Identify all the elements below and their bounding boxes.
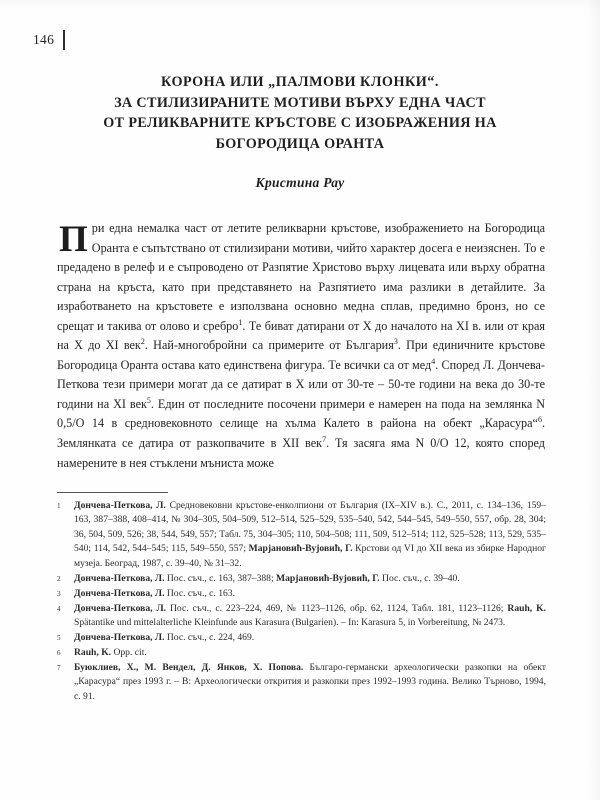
- footnote-number: 5: [57, 634, 61, 643]
- footnote-number: 6: [57, 649, 61, 658]
- footnote-item: [57, 602, 546, 631]
- page-number: 146: [33, 32, 55, 47]
- folio: [33, 30, 65, 50]
- author-byline: Кристина Рау: [255, 175, 345, 190]
- body-text: [57, 219, 545, 473]
- footnote-text: Rauh, K. Opp. cit.: [74, 647, 147, 659]
- footnote-separator-rule: [57, 492, 168, 493]
- title-line-1: КОРОНА ИЛИ „ПАЛМОВИ КЛОНКИ“.: [161, 74, 439, 90]
- footnote-number: 4: [57, 604, 61, 613]
- footnote-item: [57, 572, 546, 586]
- drop-cap: П: [59, 219, 88, 260]
- footnote-text: Дончева-Петкова, Л. Средновековни кръстове-енколпиони от България (IX–XIV в.). С., 2011, с. 134–136, 159–163, 387–388, 408–414, № 304–305, 504–509, 512–514, 525–529, 535–540, 542, 544–545, 549–550, 557, обр. 28, 304; 36, 504, 509, 526; 38, 544, 549, 557; Табл. 75, 304–305; 110, 504–508; 111, 509, 512–514; 112, 525–528; 113, 529, 535–540; 114, 542, 544–545; 115, 549–550, 557; Марјановић-Вујовић, Г. Крстови од VI до XII века из збирке Народног музеја. Београд, 1987, с. 39–40, № 31–32.: [74, 500, 547, 569]
- footnote-text: Дончева-Петкова, Л. Пос. съч., с. 223–224, 469, № 1123–1126, обр. 62, 1124, Табл. 181, 1123–1126; Rauh, K. Spätantike und mittelalterliche Kleinfunde aus Karasura (Bulgarien). – In: Karasura 5, in Vorbereitung, № 2473.: [74, 602, 546, 629]
- footnote-number: 1: [57, 502, 61, 510]
- footnote-item: [57, 646, 546, 660]
- footnote-item: [57, 631, 546, 645]
- footnote-text: Дончева-Петкова, Л. Пос. съч., с. 224, 469.: [74, 632, 255, 644]
- footnote-number: 7: [57, 663, 61, 672]
- footnote-item: [57, 661, 546, 704]
- footnote-number: 3: [57, 589, 61, 598]
- footnote-text: Буюклиев, Х., М. Вендел, Д. Янков, Х. Попова. Българо-германски археологически разкопки на обект „Карасура“ през 1993 г. – В: Археологически открития и разкопки през 1992–1993 година. Велико Търново, 1994, с. 91.: [74, 661, 546, 702]
- article-title: [56, 72, 544, 154]
- opening-paragraph: [57, 219, 545, 473]
- folio-divider-rule: [63, 30, 65, 50]
- footnote-text: Дончева-Петкова, Л. Пос. съч., с. 163, 387–388; Марјановић-Вујовић, Г. Пос. съч., с. 39–40.: [74, 572, 460, 584]
- footnote-item: [57, 499, 546, 571]
- footnote-item: [57, 587, 546, 601]
- title-line-2: ЗА СТИЛИЗИРАНИТЕ МОТИВИ ВЪРХУ ЕДНА ЧАСТ: [114, 94, 486, 111]
- footnote-text: Дончева-Петкова, Л. Пос. съч., с. 163.: [74, 587, 235, 599]
- title-line-3: ОТ РЕЛИКВАРНИТЕ КРЪСТОВЕ С ИЗОБРАЖЕНИЯ НА: [103, 115, 497, 131]
- footnote-list: [57, 499, 546, 705]
- footnote-number: 2: [57, 574, 61, 583]
- title-line-4: БОГОРОДИЦА ОРАНТА: [215, 135, 385, 152]
- paragraph-text: ри една немалка част от летите реликварни кръстове, изображението на Богородица Оранта е съпътствано от стилизирани мотиви, чийто характер досега е неизяснен. То е предадено в релеф и е съпроводено от Разпятие Христово върху лицевата или върху обратна страна на кръста, като при представянето на Разпятието има разлики в детайлите. За изработването на кръстовете е използвана основно медна сплав, предимно бронз, но се срещат и такива от олово и сребро$^1$. Те биват датирани от X до началото на XI в. или от края на X до XI век$^2$. Най-многобройни са примерите от България$^3$. При единичните кръстове Богородица Оранта остава като единствена фигура. Те всички са от мед$^4$. Според Л. Дончева-Петкова тези примери могат да се датират в X или от 30-те – 50-те години на века до 30-те години на XI век$^5$. Един от последните посочени примери е намерен на пода на землянка N 0,5/O 14 в средновековното селище на хълма Калето в района на обект „Карасура“$^6$. Землянката се датира от разкопвачите в XII век$^7$. Тя засяга яма N 0/O 12, която според намерените в нея стъклени мъниста може: [57, 221, 545, 470]
